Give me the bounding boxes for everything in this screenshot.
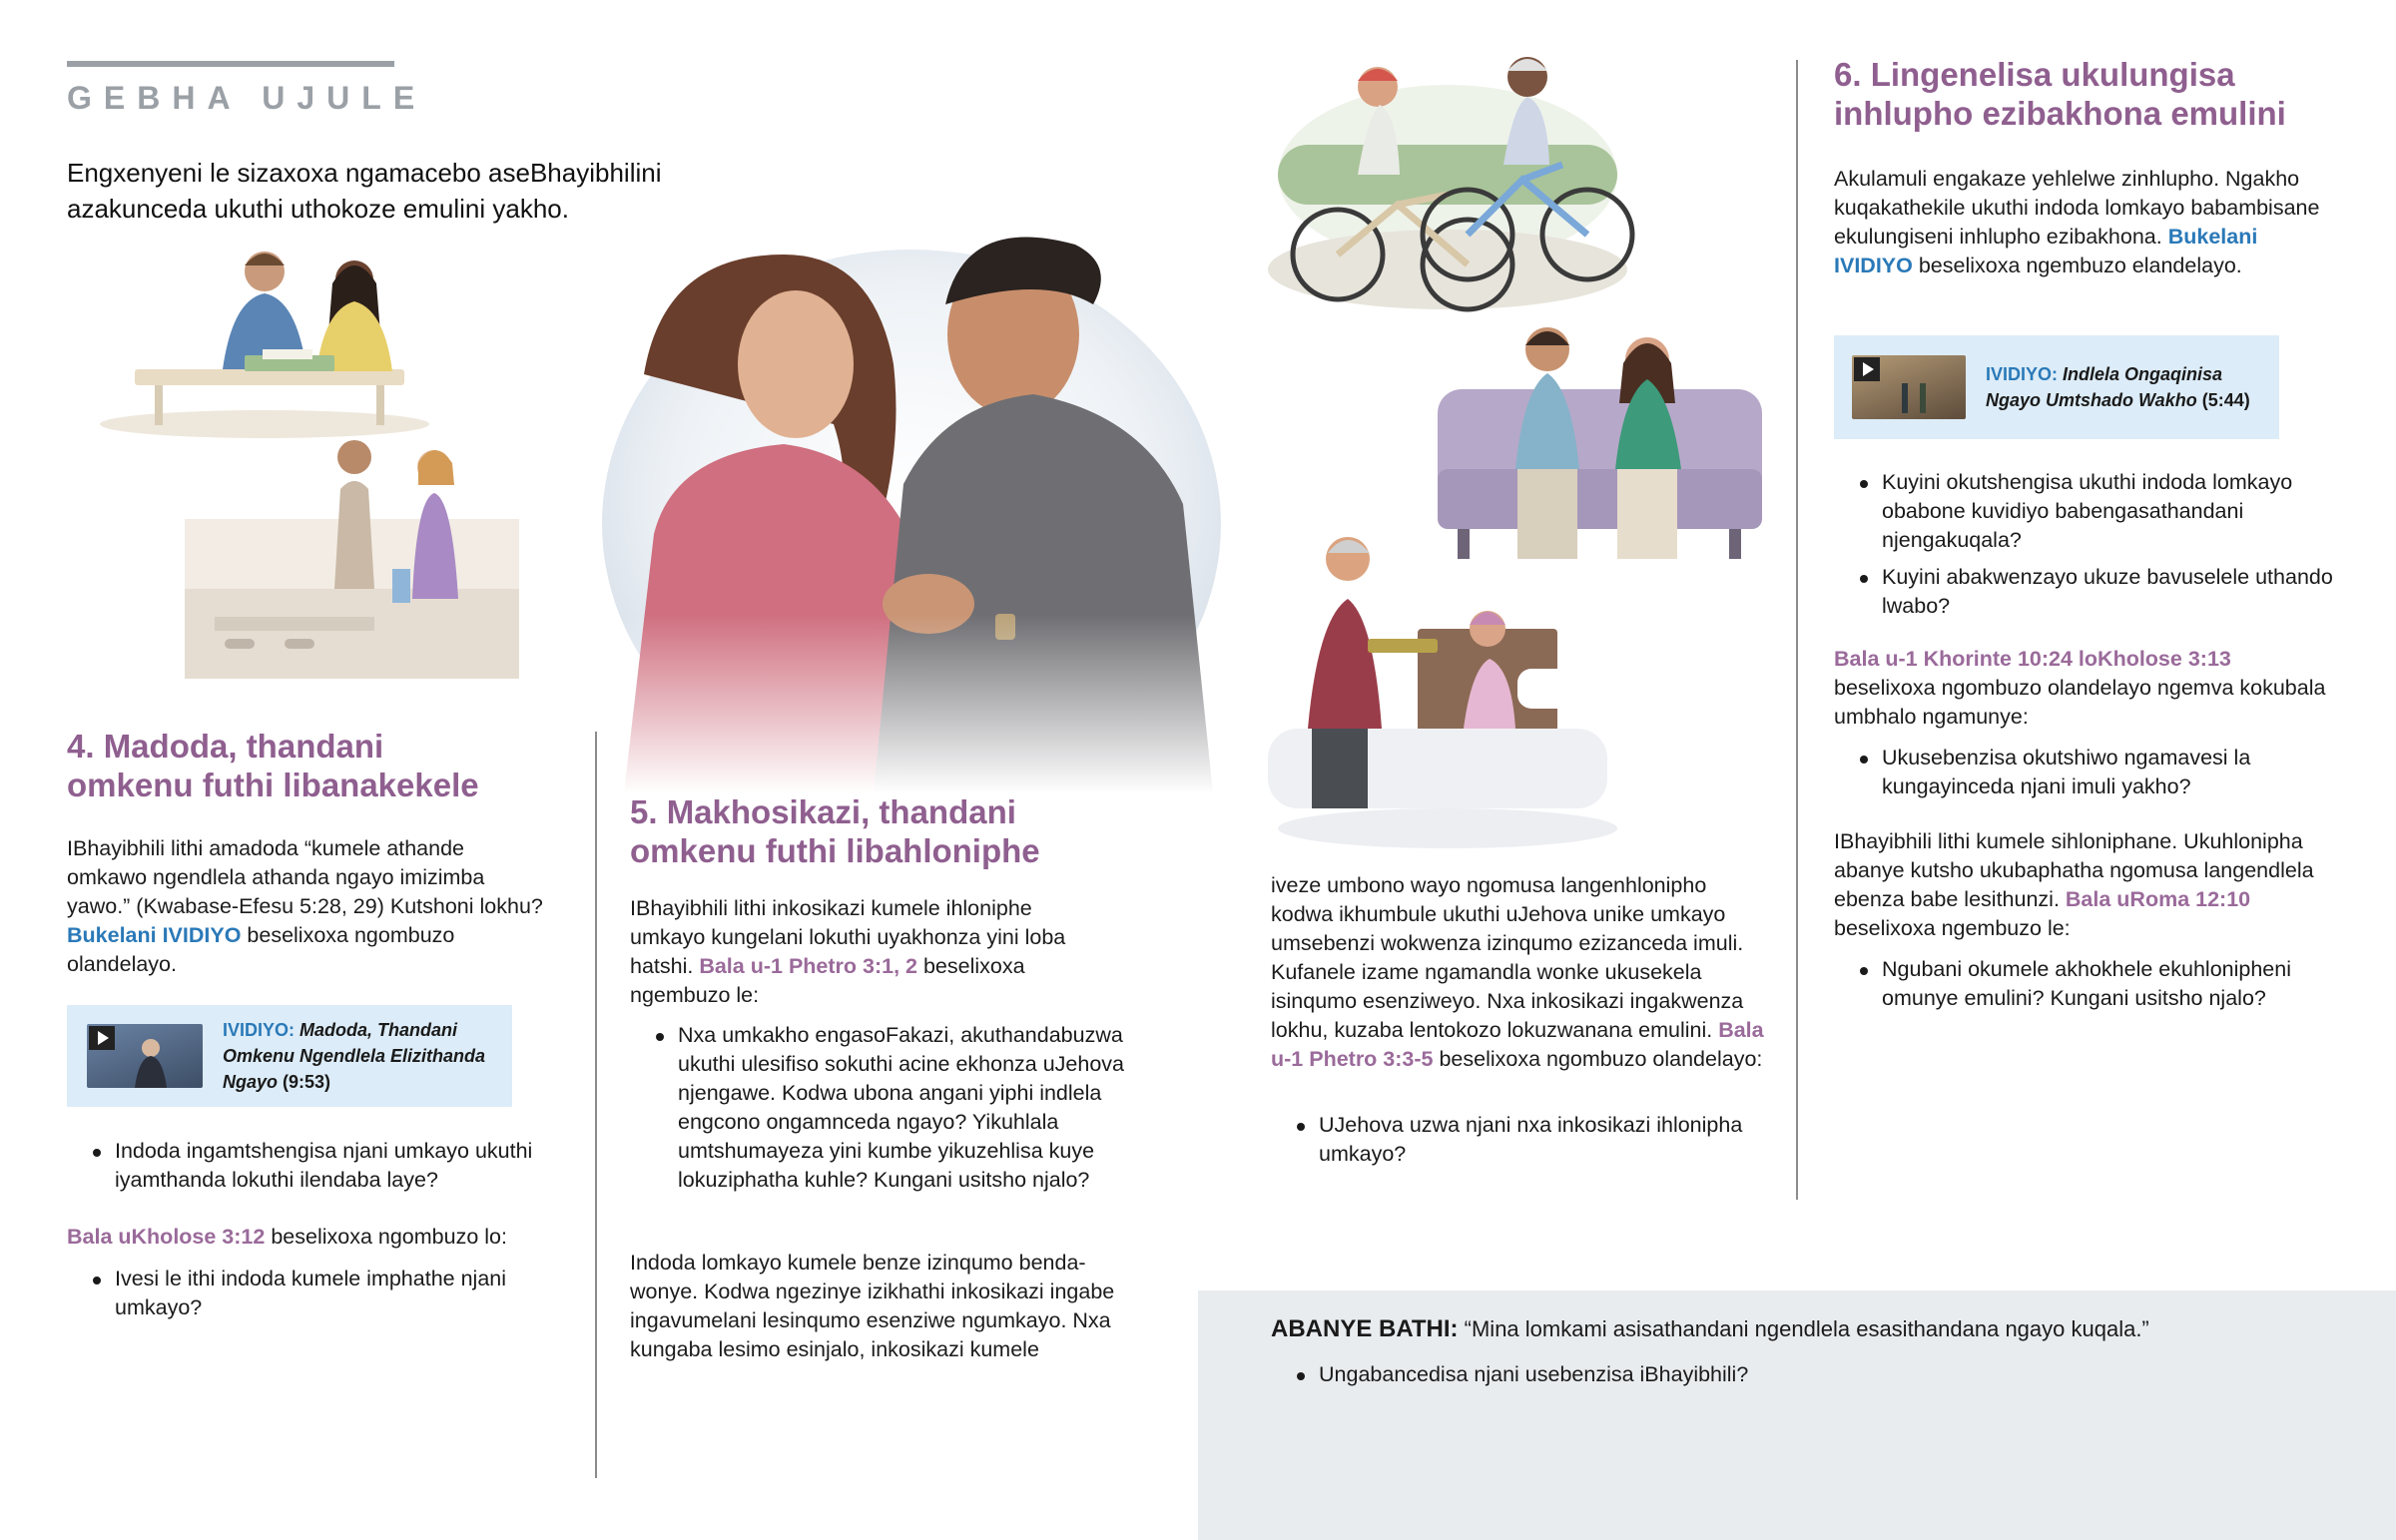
column-3-text-end: beselixoxa ngombuzo olandelayo: — [1433, 1047, 1763, 1071]
section-4-bullets-1 — [67, 1137, 556, 1203]
section-6-paragraph-text-end: beselixoxa ngembuzo le: — [1834, 916, 2071, 940]
reading-instruction: beselixoxa ngombuzo olandelayo ngemva kokubala umbhalo ngamunye: — [1834, 676, 2326, 729]
bullet-question: Ivesi le ithi indoda kumele imphathe njani umkayo? — [67, 1265, 556, 1322]
section-6-bullets-1 — [1834, 468, 2333, 629]
scripture-reference[interactable]: Bala uRoma 12:10 — [2065, 887, 2251, 911]
column-3-text: iveze umbono wayo ngomusa langenhlonipho kodwa ikhumbule ukuthi uJehova unike umkayo umsebenzi wokwenza izinqumo ezizanceda imuli. Kufanele izame ngamandla wonke ukusekela isinqumo esenziweyo. Nxa inkosikazi ingakwenza lokhu, kuzaba lentokozo lokuzwanana emulini. — [1271, 873, 1744, 1042]
section-5-paragraph-2: Indoda lomkayo kumele benze izinqumo bendawonye. Kodwa ngezinye izikhathi inkosikazi ingabe ingavumelani lesinqumo esenziwe ngumkayo. Nxa kungaba lesimo esinjalo, inkosikazi kumele — [630, 1251, 1115, 1361]
section-6-body-text-end: beselixoxa ngembuzo elandelayo. — [1912, 254, 2242, 277]
others-say-label: ABANYE BATHI: — [1271, 1315, 1459, 1342]
couple-cycling-illustration — [1258, 55, 1637, 334]
section-4-body-text: IBhayibhili lithi amadoda “kumele athande omkawo ngendlela athanda ngayo imizimba yawo.” (Kwabase-Efesu 5:28, 29) Kutshoni lokhu? — [67, 836, 543, 918]
section-4-title: 4. Madoda, thandani omkenu futhi libanakekele — [67, 728, 479, 803]
video-label: IVIDIYO: — [223, 1020, 296, 1040]
couple-studying-illustration — [95, 240, 434, 439]
column-divider-2 — [1796, 60, 1798, 1200]
section-5-body-text-end: beselixoxa ngembuzo le: — [630, 954, 1025, 1007]
section-4-reading — [67, 1223, 556, 1252]
section-6-body — [1834, 165, 2333, 280]
bullet-question: Ngubani okumele akhokhele ekuhlonipheni omunye emulini? Kungani usitsho njalo? — [1834, 955, 2333, 1013]
video-duration: (9:53) — [283, 1072, 331, 1092]
section-kicker: GEBHA UJULE — [67, 80, 427, 116]
others-say-box — [1198, 1290, 2396, 1540]
video-title: Madoda, Thandani Omkenu Ngendlela Elizithanda Ngayo — [223, 1020, 486, 1092]
video-duration: (5:44) — [2201, 390, 2250, 410]
section-6-body-text: Akulamuli engakaze yehlelwe zinhlupho. Ngakho kuqakathekile ukuthi indoda lomkayo babambisane ekulungiseni inhlupho ezibakhona. — [1834, 167, 2320, 249]
video-caption — [223, 1017, 502, 1095]
couple-holding-hands-illustration — [584, 195, 1233, 793]
video-label: IVIDIYO: — [1986, 364, 2059, 384]
section-5-body — [630, 894, 1109, 1010]
section-6-reading — [1834, 645, 2333, 732]
video-thumbnail[interactable] — [1852, 355, 1966, 419]
bullet-question: Kuyini abakwenzayo ukuze bavuselele uthando lwabo? — [1834, 563, 2333, 621]
column-3-bullets — [1271, 1111, 1770, 1177]
section-4-body-text-end: beselixoxa ngombuzo olandelayo. — [67, 923, 455, 976]
column-divider-1 — [595, 732, 597, 1478]
bullet-question: Ungabancedisa njani usebenzisa iBhayibhili? — [1271, 1360, 2269, 1389]
watch-video-link[interactable]: Bukelani IVIDIYO — [67, 923, 242, 947]
video-card-section-6[interactable] — [1834, 335, 2279, 439]
column-3-paragraph — [1271, 871, 1770, 1074]
video-card-section-4[interactable] — [67, 1005, 512, 1107]
caring-for-sick-wife-illustration — [1268, 529, 1617, 848]
section-5-title: 5. Makhosikazi, thandani omkenu futhi libahloniphe — [630, 793, 1040, 869]
intro-text: Engxenyeni le sizaxoxa ngamacebo aseBhayibhilini azakunceda ukuthi uthokoze emulini yakho. — [67, 158, 662, 224]
section-6-paragraph-2 — [1834, 827, 2333, 943]
video-thumbnail[interactable] — [87, 1024, 203, 1088]
scripture-reference[interactable]: Bala u-1 Khorinte 10:24 loKholose 3:13 — [1834, 647, 2231, 671]
couple-washing-dishes-illustration — [185, 439, 519, 679]
section-5-bullets — [630, 1021, 1129, 1203]
scripture-reference[interactable]: Bala u-1 Phetro 3:1, 2 — [699, 954, 917, 978]
others-say-quote: “Mina lomkami asisathandani ngendlela esasithandana ngayo kuqala.” — [1458, 1316, 2149, 1341]
others-say-bullets — [1271, 1360, 2269, 1397]
bullet-question: UJehova uzwa njani nxa inkosikazi ihlonipha umkayo? — [1271, 1111, 1770, 1169]
scripture-reference[interactable]: Bala uKholose 3:12 — [67, 1225, 266, 1249]
video-caption — [1986, 361, 2265, 413]
scripture-reference[interactable]: Bala u-1 Phetro 3:3-5 — [1271, 1018, 1764, 1071]
reading-instruction: beselixoxa ngombuzo lo: — [265, 1225, 507, 1249]
section-6-paragraph-text: IBhayibhili lithi kumele sihloniphane. Ukuhlonipha abanye kutsho ukubaphatha ngomusa langendlela ebenza babe lesithunzi. — [1834, 829, 2314, 911]
others-say-line — [1271, 1314, 2369, 1344]
bullet-question: Indoda ingamtshengisa njani umkayo ukuthi iyamthanda lokuthi ilendaba laye? — [67, 1137, 556, 1195]
section-5-body-text: IBhayibhili lithi inkosikazi kumele ihloniphe umkayo kungelani lokuthi uyakhonza yini loba hatshi. — [630, 896, 1066, 978]
section-6-bullets-3 — [1834, 955, 2333, 1021]
section-4-body — [67, 834, 546, 979]
section-6-title: 6. Lingenelisa ukulungisa inhlupho ezibakhona emulini — [1834, 56, 2286, 132]
section-6-bullets-2 — [1834, 744, 2333, 809]
section-4-bullets-2 — [67, 1265, 556, 1330]
bullet-question: Ukusebenzisa okutshiwo ngamavesi la kungayinceda njani imuli yakho? — [1834, 744, 2333, 801]
bullet-question: Nxa umkakho engasoFakazi, akuthandabuzwa ukuthi ulesifiso sokuthi acine ekhonza uJehova njengawe. Kodwa ubona angani yiphi indlela engcono ongamnceda ngayo? Yikuhlala umtshumayeza yini kumbe yikuzehlisa kuye lokuziphatha kuhle? Kungani usitsho njalo? — [630, 1021, 1129, 1195]
video-title: Indlela Ongaqinisa Ngayo Umtshado Wakho — [1986, 364, 2223, 410]
kicker-rule — [67, 61, 394, 67]
bullet-question: Kuyini okutshengisa ukuthi indoda lomkayo obabone kuvidiyo babengasathandani njengakuqala? — [1834, 468, 2333, 555]
watch-video-link[interactable]: Bukelani IVIDIYO — [1834, 225, 2258, 277]
